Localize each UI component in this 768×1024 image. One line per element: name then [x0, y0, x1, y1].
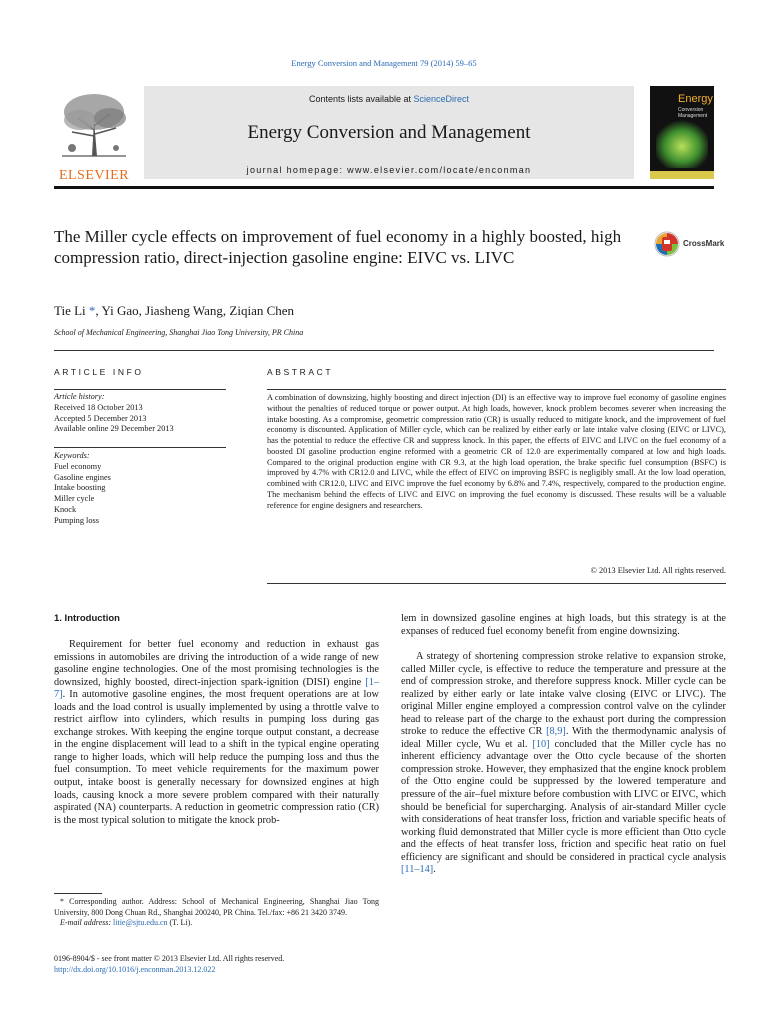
citation-link[interactable]: [1–7]	[54, 676, 379, 701]
keywords-label: Keywords:	[54, 451, 90, 460]
intro-text: Requirement for better fuel economy and reduction in exhaust gas emissions in automobiles are driving the introduction of a wide range of new gasoline engine technologies. One of the most promising technologies is the downsized, highly boosted, direct-injection spark-ignition (DISI) engine	[54, 639, 379, 688]
abstract-text: A combination of downsizing, highly boosting and direct injection (DI) is an effective way to improve fuel economy of gasoline engines without the penalties of reduced torque or power output. At high loads, however, knock problem becomes severer when increasing the intake boosting. As a compromise, geometric compression ratio (CR) is usually reduced to mitigate knock, and the improvement of fuel economy is discounted. Application of Miller cycle, which can be realized by either early or late intake valve closing (EIVC or LIVC), has the potential to reduce the effective CR and suppress knock. In this paper, the effects of EIVC and LIVC on the fuel economy of a boosted DI gasoline production engine reformed with a geometric CR of 12.0 are experimentally compared at low and high loads. Compared to the original production engine with CR 9.3, at the high load operation, the brake specific fuel consumption (BSFC) is improved by 4.7% with CR12.0 and LIVC, while the effect of EIVC on improving BSFC is negligibly small. At the low load operation, combined with CR12.0, LIVC and EIVC improve the fuel economy by 6.8% and 7.4%, respectively, compared to the production engine. The mechanism behind the effects of LIVC and EIVC on improving the fuel economy is discussed. These results will be a valuable reference for engine designers and researchers.	[267, 393, 726, 510]
keyword-item: Gasoline engines	[54, 472, 111, 482]
elsevier-logo[interactable]	[54, 86, 134, 184]
homepage-prefix: journal homepage:	[246, 165, 348, 175]
issn-line: 0196-8904/$ - see front matter © 2013 Elsevier Ltd. All rights reserved.	[54, 954, 285, 963]
keyword-list	[54, 451, 111, 527]
abstract-divider-bottom	[267, 583, 726, 584]
keyword-item: Fuel economy	[54, 461, 102, 471]
keyword-item: Miller cycle	[54, 494, 95, 504]
journal-banner	[144, 86, 634, 179]
keywords-rule	[54, 447, 226, 448]
intro-paragraph-1-continued: lem in downsized gasoline engines at high loads, but this strategy is at the expanses of reduced fuel economy benefit from engine downsizing.	[401, 613, 726, 637]
keyword-item: Intake boosting	[54, 483, 106, 493]
history-accepted: Accepted 5 December 2013	[54, 413, 147, 423]
intro-text: A strategy of shortening compression stroke relative to expansion stroke, called Miller cycle, is effective to reduce the temperature and pressure at the end of compression stroke, and therefore suppress knock. Miller cycle can be realized by either early or late intake valve closing (EIVC or LIVC). The original Miller engine employed a compression control valve on the cylinder head to release part of the charge to the exhaust port during the compression stroke to reduce the effective CR	[401, 651, 726, 738]
elsevier-wordmark: ELSEVIER	[58, 168, 130, 183]
cover-strip	[650, 171, 714, 179]
abstract-heading: ABSTRACT	[267, 367, 334, 377]
article-history	[54, 392, 174, 435]
contents-availability	[144, 94, 634, 104]
cover-art-icon	[656, 120, 708, 168]
cover-subtitle-2: Management	[678, 112, 708, 119]
sciencedirect-link[interactable]: ScienceDirect	[413, 94, 470, 104]
author-list	[54, 303, 294, 319]
article-info-rule	[54, 389, 226, 390]
intro-text: concluded that the Miller cycle has no inherent efficiency advantage over the Otto cycle because of the shorten compression stroke. However, they emphasized that the engine knock problem of the Otto engine could be suppressed by the lowered temperature and pressure of the air–fuel mixture before combustion with LIVC or EIVC, which should be beneficial for supercharging. Analysis of air-standard Miller cycle with considerations of heat transfer loss, friction and variable specific heats of working fluid demonstrated that Miller cycle is more efficient than Otto cycle and the effects of heat transfer loss, friction and specific heat ratio on fuel efficiency are significant and should be considered in practical cycle analysis	[401, 738, 726, 863]
abstract-copyright: © 2013 Elsevier Ltd. All rights reserved.	[590, 566, 726, 575]
elsevier-tree-icon	[58, 90, 130, 158]
corresponding-author-marker[interactable]: *	[85, 303, 96, 318]
footnote-email-label: E-mail address:	[60, 918, 114, 927]
journal-reference[interactable]: Energy Conversion and Management 79 (2014) 59–65	[291, 58, 477, 68]
keyword-item: Knock	[54, 504, 77, 514]
footnote-address: * Corresponding author. Address: School of Mechanical Engineering, Shanghai Jiao Tong University, 800 Dong Chuan Rd., Shanghai 200240, PR China. Tel./fax: +86 21 3420 3749.	[54, 897, 379, 917]
article-info-heading: ARTICLE INFO	[54, 367, 144, 377]
author-rest: , Yi Gao, Jiasheng Wang, Ziqian Chen	[95, 303, 295, 318]
corresponding-author-footnote	[54, 897, 379, 929]
journal-cover[interactable]	[650, 86, 714, 179]
contents-prefix: Contents lists available at	[308, 94, 414, 104]
homepage-link[interactable]: www.elsevier.com/locate/enconman	[347, 165, 532, 175]
intro-paragraph-2	[401, 651, 726, 877]
info-divider-top	[54, 350, 714, 351]
cover-subtitle-1: Conversion	[678, 107, 704, 113]
history-online: Available online 29 December 2013	[54, 424, 174, 434]
author-email-link[interactable]: litie@sjtu.edu.cn	[113, 918, 168, 927]
cover-title: Energy	[678, 93, 713, 105]
journal-header	[54, 86, 714, 184]
journal-title: Energy Conversion and Management	[247, 122, 531, 143]
footnote-email-suffix: (T. Li).	[167, 918, 193, 927]
intro-text: .	[433, 864, 436, 876]
header-divider	[54, 186, 714, 189]
citation-link[interactable]: [10]	[532, 738, 550, 750]
intro-text: . In automotive gasoline engines, the most frequent operations are at low loads and the load control is usually implemented by using a throttle valve to restrict airflow into cylinders, which results in pumping loss during gas exchange strokes. With keeping the engine torque output constant, a decrease in the engine displacement will lead to a shift in the typical engine operating range to higher loads, which will help reduce the pumping loss and thus the fuel consumption. To meet vehicle requirements for the maximum power output, intake boost is generally necessary for downsized engines at high loads, causing knock a more severe problem compared with their naturally aspirated (NA) counterparts. A reduction in geometric compression ratio (CR) is the most typical solution to mitigate the knock prob-	[54, 689, 379, 826]
paper-title: The Miller cycle effects on improvement of fuel economy in a highly boosted, high compression ratio, direct-injection gasoline engine: EIVC vs. LIVC	[54, 227, 622, 267]
crossmark-badge[interactable]	[654, 231, 734, 259]
author-first: Tie Li	[54, 303, 86, 318]
journal-homepage	[144, 165, 634, 175]
section-heading-introduction: 1. Introduction	[54, 613, 120, 624]
citation-link[interactable]: [11–14]	[401, 864, 434, 876]
history-received: Received 18 October 2013	[54, 402, 143, 412]
footnote-rule	[54, 893, 102, 894]
citation-link[interactable]: [8,9]	[546, 726, 566, 738]
intro-paragraph-1	[54, 639, 379, 827]
doi-link[interactable]: http://dx.doi.org/10.1016/j.enconman.2013.12.022	[54, 965, 216, 974]
history-label: Article history:	[54, 392, 105, 401]
cover-subtitle	[678, 108, 707, 119]
crossmark-label: CrossMark	[683, 239, 725, 248]
abstract-rule	[267, 389, 726, 390]
crossmark-icon	[654, 231, 680, 257]
keyword-item: Pumping loss	[54, 515, 99, 525]
affiliation: School of Mechanical Engineering, Shanghai Jiao Tong University, PR China	[54, 328, 304, 337]
intro-text: . With the thermodynamic analysis of ideal Miller cycle, Wu et al.	[401, 726, 726, 750]
